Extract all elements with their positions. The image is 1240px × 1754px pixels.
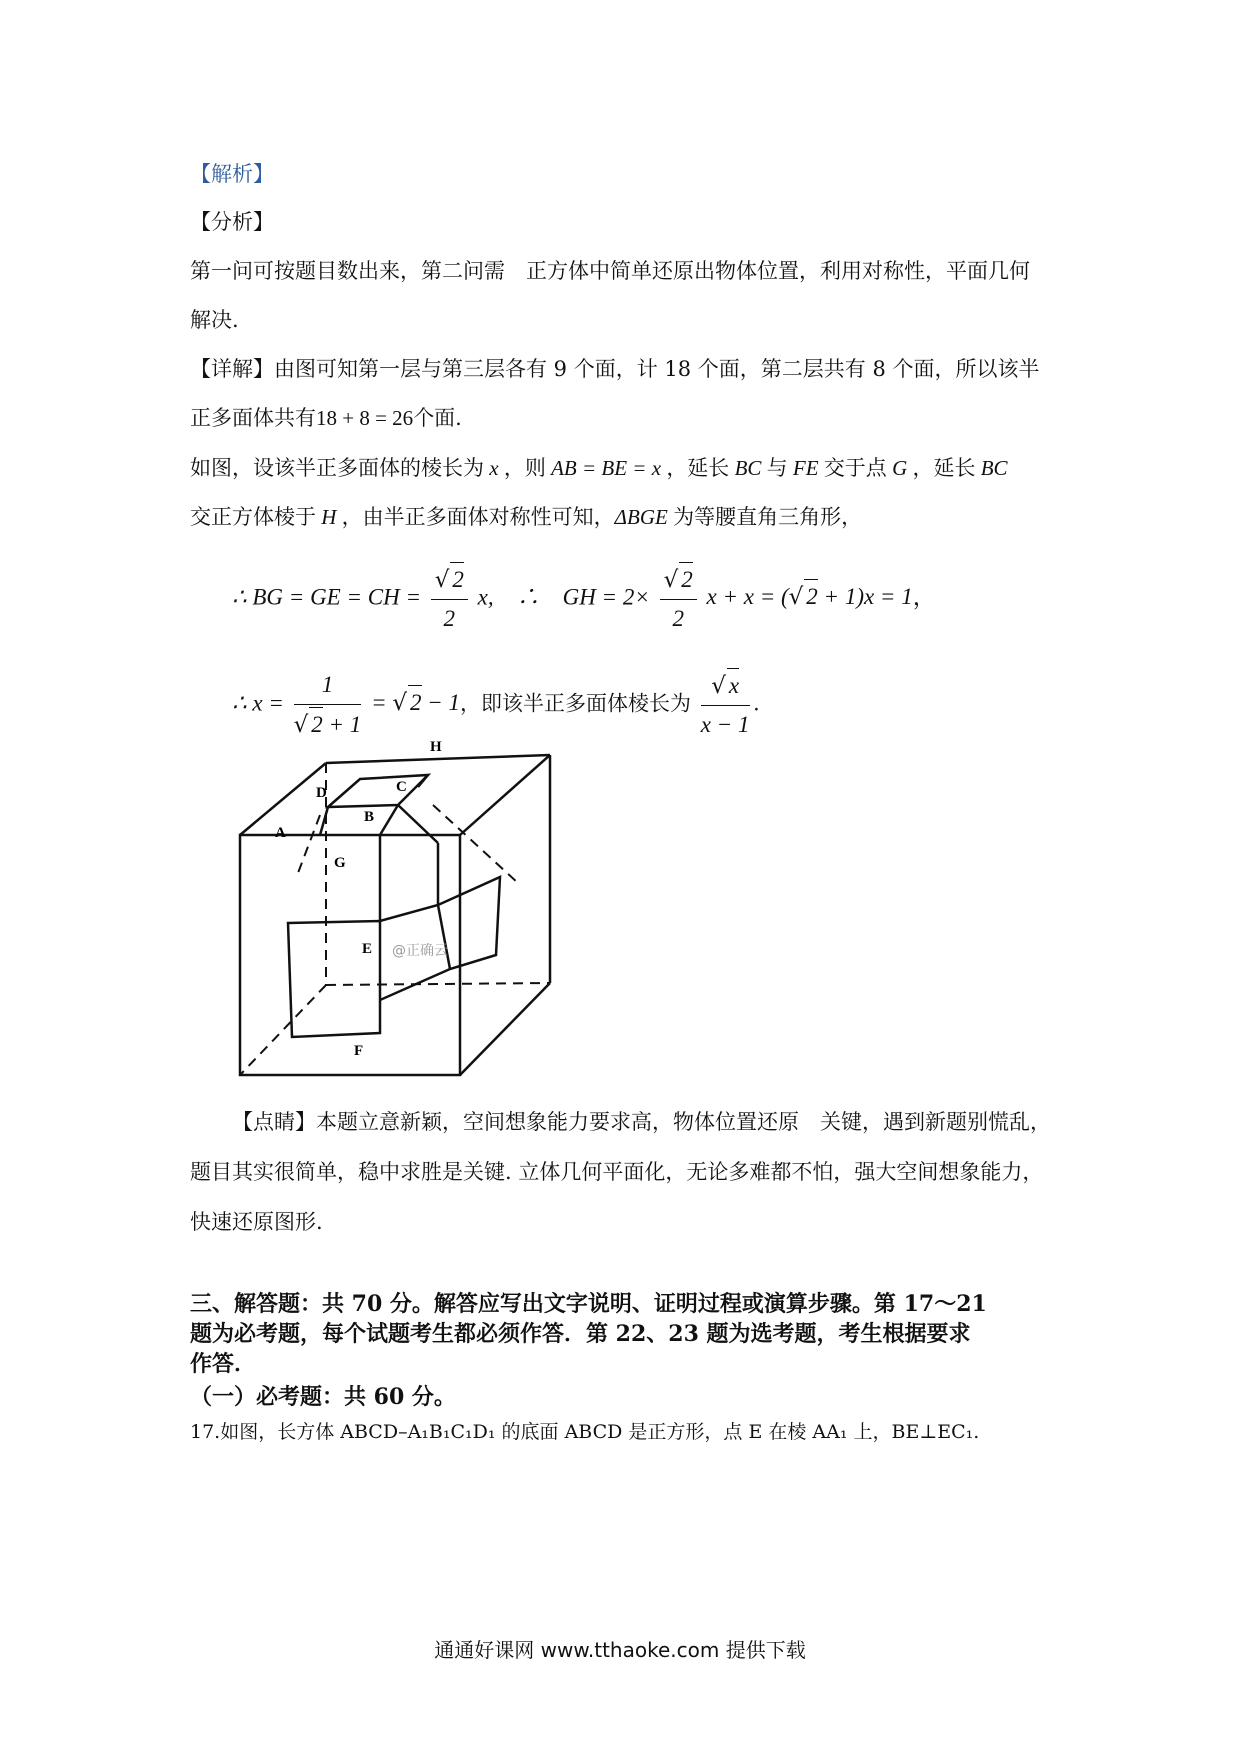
hidden-edge <box>240 985 326 1075</box>
detail-text: ，延长 <box>666 456 730 480</box>
detail-text: 与 <box>766 456 788 480</box>
heading-fenxi: 【分析】 <box>190 210 274 234</box>
figure-label-c: C <box>396 779 407 795</box>
figure-label-f: F <box>354 1043 364 1059</box>
eq2-mid: = √ 2 − 1 <box>371 690 460 715</box>
detail-text: ，延长 <box>912 456 976 480</box>
math-x: x <box>484 456 504 480</box>
math-bc: BC <box>729 456 767 480</box>
figure-label-d: D <box>316 785 327 801</box>
math-h: H <box>316 505 342 529</box>
detail-line-1 <box>190 355 1040 383</box>
side-face <box>380 877 500 1000</box>
equation-1: ∴ BG = GE = CH = $\frac{√ 2}{2}$ x, ∴ GH = 2× $\frac{√ 2}{2}$ x + x = (√ 2 + 1)x = 1， <box>232 562 936 636</box>
figure-label-h: H <box>430 739 442 755</box>
watermark: @正确云 <box>392 943 448 959</box>
fraction-sqrt2-over-2: $\frac{√ 2}{2}$ <box>431 562 468 636</box>
side-edge <box>438 905 450 969</box>
hidden-edge <box>298 815 320 873</box>
dianjing-line-1-text: 本题立意新颖，空间想象能力要求高，物体位置还原 关键，遇到新题别慌乱， <box>316 1110 1051 1134</box>
detail-text: 如图，设该半正多面体的棱长为 <box>190 456 484 480</box>
eq1-left: ∴ BG = GE = CH = <box>232 584 421 610</box>
front-face <box>288 921 380 1037</box>
analysis-line-1: 第一问可按题目数出来，第二问需 正方体中简单还原出物体位置，利用对称性，平面几何 <box>190 259 1030 283</box>
dianjing-line-2: 题目其实很简单，稳中求胜是关键. 立体几何平面化，无论多难都不怕，强大空间想象能力， <box>190 1160 1044 1184</box>
cube-edge <box>326 755 550 763</box>
detail-line-2 <box>190 404 462 432</box>
math-fe: FE <box>787 456 824 480</box>
hidden-edge <box>433 805 518 883</box>
edge-c <box>418 775 428 787</box>
math-triangle-bge: ΔBGE <box>614 505 674 529</box>
math-g: G <box>886 456 913 480</box>
dianjing-prefix: 【点睛】 <box>232 1110 316 1134</box>
heading-jiexi: 【解析】 <box>190 162 274 186</box>
cube-figure <box>240 739 570 1085</box>
hidden-edge <box>326 983 550 985</box>
figure-label-b: B <box>364 809 375 825</box>
figure-label-g: G <box>334 855 346 871</box>
detail-prefix: 【详解】 <box>190 357 274 381</box>
dianjing-line-1 <box>232 1108 1051 1136</box>
eq2-text: ，即该半正多面体棱长为 <box>460 691 692 716</box>
cube-edge <box>460 755 550 835</box>
question-17: 17.如图，长方体 ABCD–A₁B₁C₁D₁ 的底面 ABCD 是正方形，点 E 在棱 AA₁ 上，BE⊥EC₁. <box>190 1421 980 1443</box>
detail-text: ，由半正多面体对称性可知， <box>341 505 615 529</box>
eq2-left: ∴ x = <box>232 690 284 716</box>
fraction-sqrtx-over-x-minus-1: $\frac{√ x}{x - 1}$ <box>701 668 750 742</box>
edge-bg <box>380 805 398 835</box>
detail-text: 正多面体共有 <box>190 406 316 430</box>
fraction-sqrt2-over-2: $\frac{√ 2}{2}$ <box>660 562 697 636</box>
section-3-line-1: 三、解答题：共 70 分。解答应写出文字说明、证明过程或演算步骤。第 17～21 <box>190 1291 987 1317</box>
section-3-line-3: 作答． <box>190 1351 257 1377</box>
fraction-1-over-sqrt2-plus-1: $\frac{1}{√ 2 + 1}$ <box>294 668 362 742</box>
figure-label-e: E <box>362 941 373 957</box>
eq1-mid: x, ∴ GH = 2× <box>477 584 650 610</box>
detail-text: 为等腰直角三角形， <box>673 505 863 529</box>
section-3-subheading: （一）必考题：共 60 分。 <box>190 1384 456 1410</box>
detail-text: 交正方体棱于 <box>190 505 316 529</box>
detail-text: 个面. <box>413 406 462 430</box>
detail-line-4 <box>190 503 862 531</box>
detail-line-3 <box>190 454 1008 482</box>
eq1-right: x + x = (√ 2 + 1)x = 1 <box>707 584 913 609</box>
detail-text: 交于点 <box>823 456 887 480</box>
section-3-line-2: 题为必考题，每个试题考生都必须作答．第 22、23 题为选考题，考生根据要求 <box>190 1321 971 1347</box>
detail-text: ，则 <box>503 456 546 480</box>
math-ab-be: AB = BE = x <box>545 456 667 480</box>
equation-2: ∴ x = $\frac{1}{√ 2 + 1}$ = √ 2 − 1，即该半正多面体棱长为 $\frac{√ x}{x - 1}$ . <box>232 668 759 742</box>
face-sum-equation: 18 + 8 = 26 <box>316 406 414 430</box>
detail-line-1-text: 由图可知第一层与第三层各有 9 个面，计 18 个面，第二层共有 8 个面，所以该半 <box>274 357 1040 381</box>
page-footer: 通通好课网 www.tthaoke.com 提供下载 <box>434 1638 806 1662</box>
math-bc: BC <box>975 456 1008 480</box>
dianjing-line-3: 快速还原图形. <box>190 1210 323 1234</box>
figure-label-a: A <box>275 825 286 841</box>
top-face-abcd <box>328 775 428 807</box>
edge-bc-extension <box>398 805 438 843</box>
cube-edge <box>460 983 550 1075</box>
analysis-line-2: 解决. <box>190 308 239 332</box>
